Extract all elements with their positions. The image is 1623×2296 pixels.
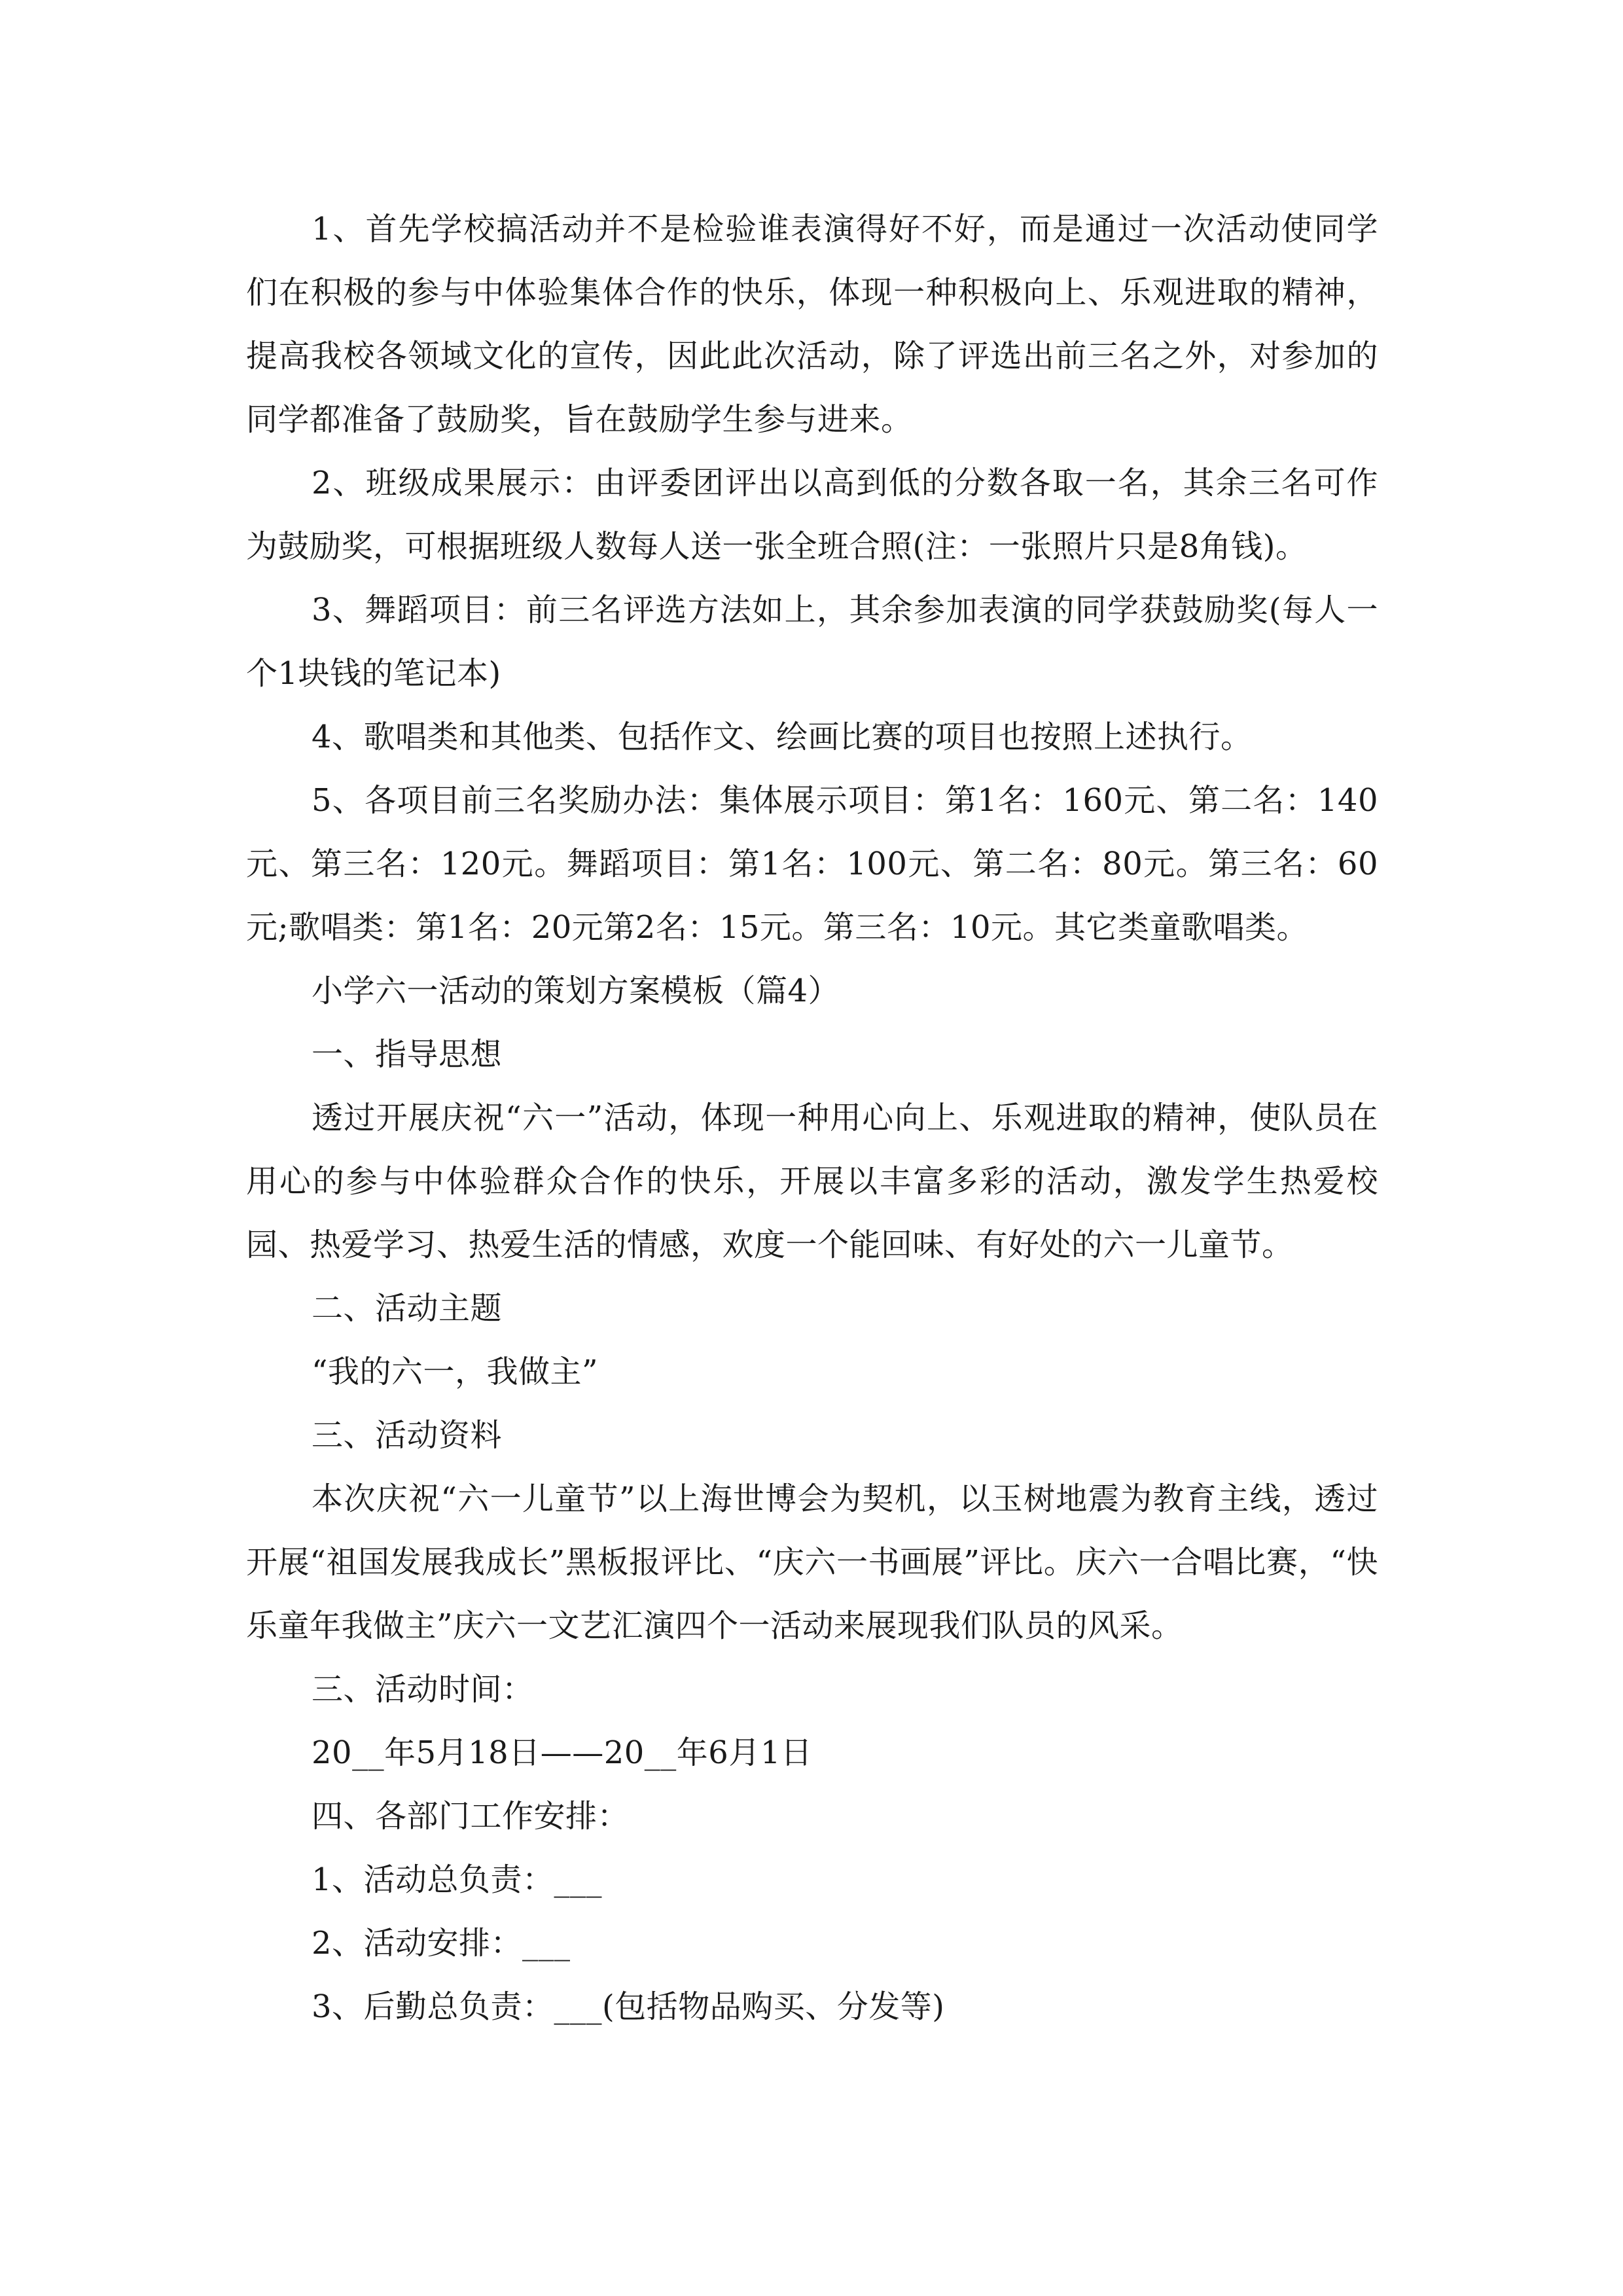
- paragraph-activity-material: 本次庆祝“六一儿童节”以上海世博会为契机，以玉树地震为教育主线，透过开展“祖国发展我成长”黑板报评比、“庆六一书画展”评比。庆六一合唱比赛，“快乐童年我做主”庆六一文艺汇演四个一活动来展现我们队员的风采。: [246, 1480, 1378, 1644]
- heading-department-arrangement: 四、各部门工作安排：: [312, 1798, 630, 1835]
- paragraph-dance-project: 3、舞蹈项目：前三名评选方法如上，其余参加表演的同学获鼓励奖(每人一个1块钱的笔记本): [246, 592, 1378, 692]
- list-item-arrangement: 2、活动安排：___: [312, 1925, 571, 1962]
- heading-activity-theme: 二、活动主题: [312, 1290, 503, 1327]
- paragraph-guiding-thought: 透过开展庆祝“六一”活动，体现一种用心向上、乐观进取的精神，使队员在用心的参与中体验群众合作的快乐，开展以丰富多彩的活动，激发学生热爱校园、热爱学习、热爱生活的情感，欢度一个能回味、有好处的六一儿童节。: [246, 1100, 1378, 1263]
- list-item-general-lead: 1、活动总负责：___: [312, 1861, 603, 1898]
- heading-guiding-thought: 一、指导思想: [312, 1036, 503, 1073]
- list-item-logistics-lead: 3、后勤总负责：___(包括物品购买、分发等): [312, 1988, 945, 2025]
- heading-activity-material: 三、活动资料: [312, 1417, 503, 1454]
- paragraph-class-showcase: 2、班级成果展示：由评委团评出以高到低的分数各取一名，其余三名可作为鼓励奖，可根据班级人数每人送一张全班合照(注：一张照片只是8角钱)。: [246, 465, 1378, 565]
- paragraph-singing-other: 4、歌唱类和其他类、包括作文、绘画比赛的项目也按照上述执行。: [312, 719, 1253, 755]
- activity-theme-text: “我的六一，我做主”: [312, 1354, 599, 1390]
- paragraph-prize-amounts: 5、各项目前三名奖励办法：集体展示项目：第1名：160元、第二名：140元、第三名：120元。舞蹈项目：第1名：100元、第二名：80元。第三名：60元;歌唱类：第1名：20元第2名：15元。第三名：10元。其它类童歌唱类。: [246, 782, 1378, 946]
- section-title-plan-4: 小学六一活动的策划方案模板（篇4）: [312, 973, 840, 1009]
- document-body: [246, 198, 1378, 2039]
- activity-time-range: 20__年5月18日——20__年6月1日: [312, 1734, 813, 1771]
- heading-activity-time: 三、活动时间：: [312, 1671, 534, 1708]
- paragraph-award-intro: 1、首先学校搞活动并不是检验谁表演得好不好，而是通过一次活动使同学们在积极的参与中体验集体合作的快乐，体现一种积极向上、乐观进取的精神，提高我校各领域文化的宣传，因此此次活动，除了评选出前三名之外，对参加的同学都准备了鼓励奖，旨在鼓励学生参与进来。: [246, 211, 1378, 438]
